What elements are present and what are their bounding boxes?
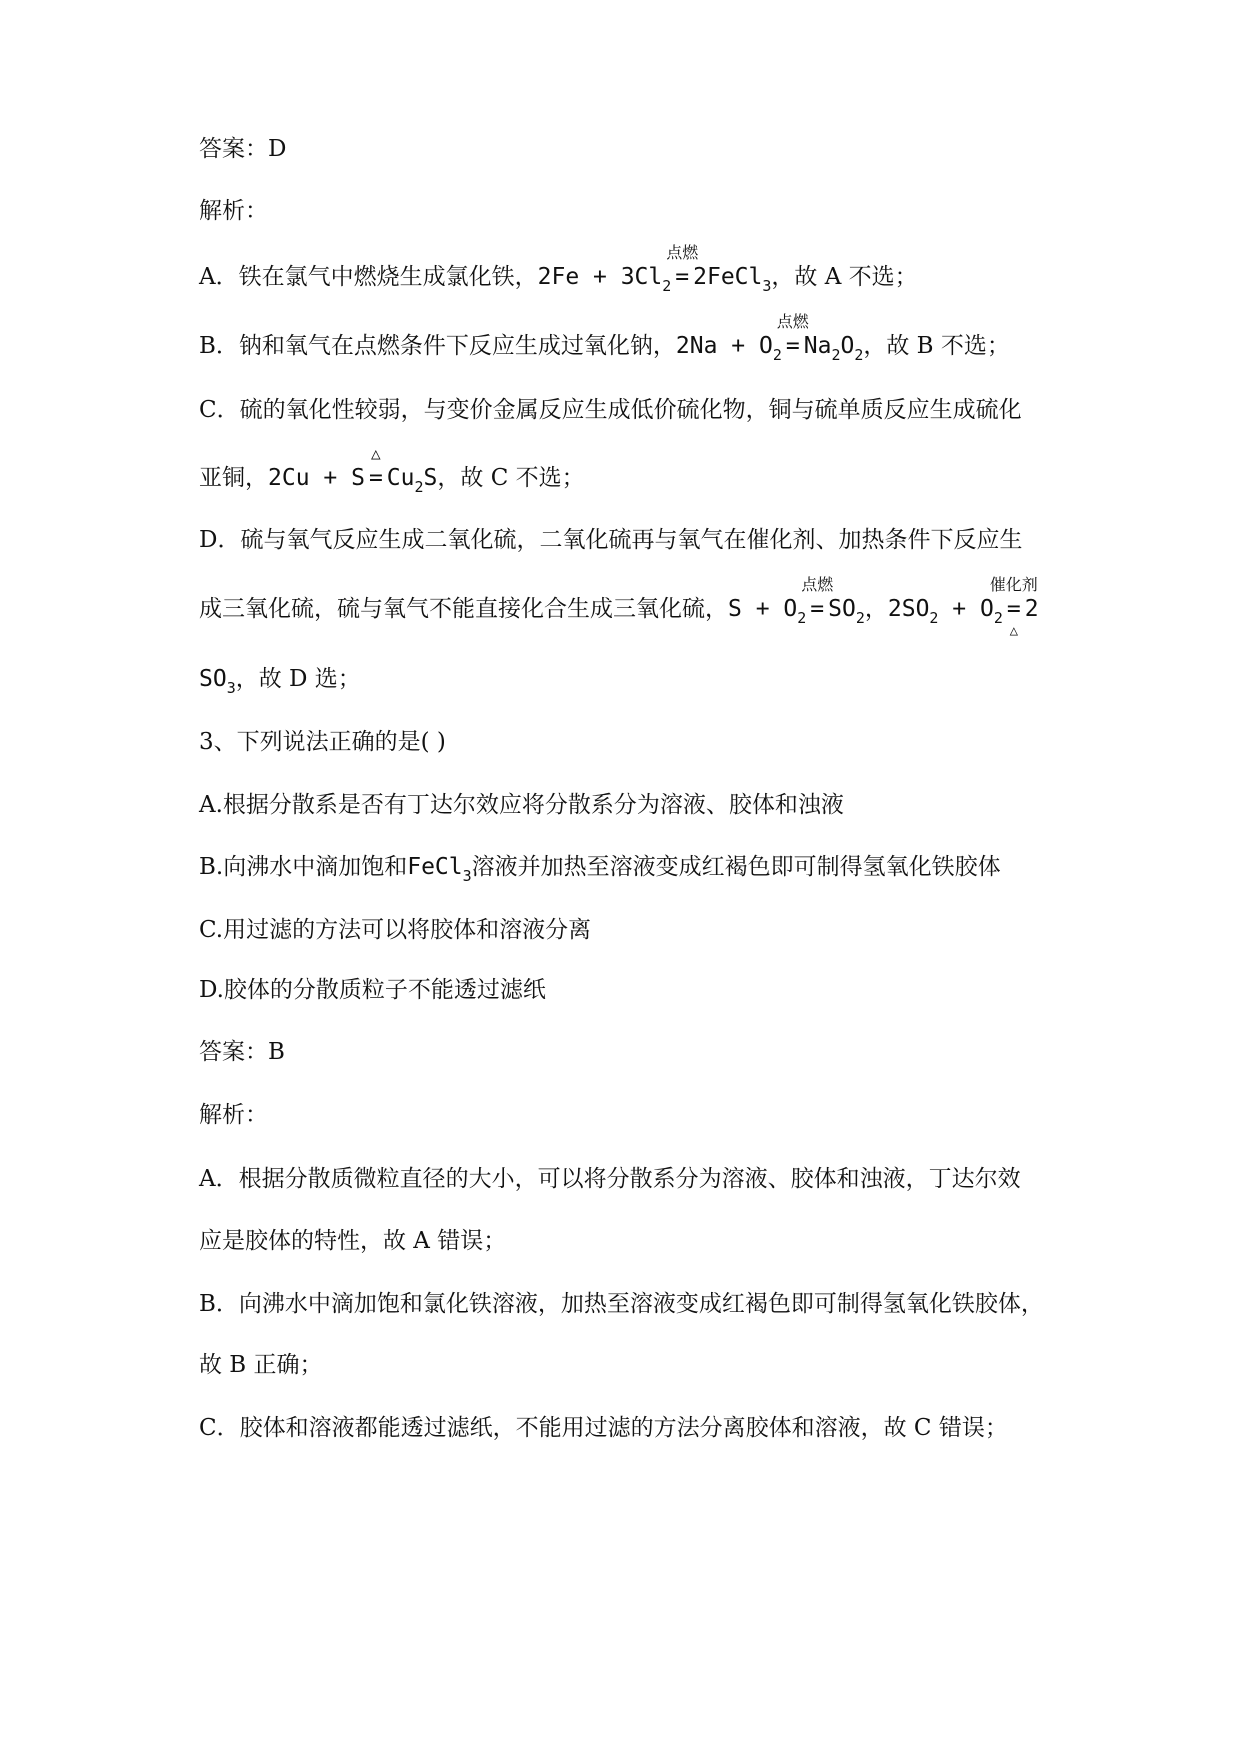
option-d-tail: ，故 D 选； xyxy=(235,666,361,692)
analysis-2-a-text: A．根据分散质微粒直径的大小，可以将分散系分为溶液、胶体和浊液，丁达尔效 xyxy=(199,1166,1021,1192)
analysis-2-option-b-cont xyxy=(199,1350,323,1380)
analysis-2-a-cont-text: 应是胶体的特性，故 A 错误； xyxy=(199,1228,507,1254)
choice-c-text: C.用过滤的方法可以将胶体和溶液分离 xyxy=(199,917,592,943)
equation-na-o2: $2Na + O_2$ 点燃 = $Na_2O_2$ xyxy=(675,312,864,364)
analysis-option-c xyxy=(199,395,1022,425)
answer-line-1 xyxy=(199,134,286,164)
choice-b-text: B.向沸水中滴加饱和 xyxy=(199,854,408,880)
question-option-c xyxy=(199,915,591,945)
answer-text: 答案：D xyxy=(199,136,287,162)
formula-fecl3: FeCl$_3$ xyxy=(407,854,472,885)
question-option-d xyxy=(199,975,546,1005)
choice-d-text: D.胶体的分散质粒子不能透过滤纸 xyxy=(199,977,546,1003)
analysis-2-option-a xyxy=(199,1164,1021,1194)
choice-b-tail: 溶液并加热至溶液变成红褐色即可制得氢氧化铁胶体 xyxy=(471,854,1001,880)
analysis-heading-1 xyxy=(199,196,268,226)
question-3-stem xyxy=(199,727,446,757)
analysis-2-option-c xyxy=(199,1413,1008,1443)
analysis-2-option-a-cont xyxy=(199,1226,506,1256)
analysis-2-b-cont-text: 故 B 正确； xyxy=(199,1352,323,1378)
answer-text-2: 答案：B xyxy=(199,1039,285,1065)
analysis-text-2: 解析： xyxy=(199,1102,268,1128)
option-c-text: C．硫的氧化性较弱，与变价金属反应生成低价硫化物，铜与硫单质反应生成硫化 xyxy=(199,397,1022,423)
option-c-cont-text: 亚铜， xyxy=(199,465,268,491)
option-d-text: D．硫与氧气反应生成二氧化硫，二氧化硫再与氧气在催化剂、加热条件下反应生 xyxy=(199,527,1023,553)
analysis-option-d-cont xyxy=(199,575,1039,639)
analysis-2-c-text: C．胶体和溶液都能透过滤纸，不能用过滤的方法分离胶体和溶液，故 C 错误； xyxy=(199,1415,1008,1441)
question-option-b xyxy=(199,852,1001,884)
question-option-a xyxy=(199,790,844,820)
analysis-option-d-end xyxy=(199,664,361,696)
option-a-tail: ，故 A 不选； xyxy=(771,264,918,290)
option-c-tail: ，故 C 不选； xyxy=(437,465,585,491)
option-a-text: A．铁在氯气中燃烧生成氯化铁， xyxy=(199,264,538,290)
analysis-text: 解析： xyxy=(199,198,268,224)
question-text: 3、下列说法正确的是( ) xyxy=(199,729,446,755)
option-b-tail: ，故 B 不选； xyxy=(863,333,1010,359)
analysis-2-option-b xyxy=(199,1289,1044,1319)
choice-a-text: A.根据分散系是否有丁达尔效应将分散系分为溶液、胶体和浊液 xyxy=(199,792,844,818)
analysis-option-c-cont xyxy=(199,444,585,496)
equation-s-o2: $S + O_2$ 点燃 = $SO_2$ xyxy=(728,575,865,627)
analysis-2-b-text: B．向沸水中滴加饱和氯化铁溶液，加热至溶液变成红褐色即可制得氢氧化铁胶体， xyxy=(199,1291,1044,1317)
option-b-text: B．钠和氧气在点燃条件下反应生成过氧化钠， xyxy=(199,333,676,359)
equation-cu-s: 2Cu + S △ = $Cu_2S$ xyxy=(268,444,438,496)
analysis-option-a xyxy=(199,243,918,295)
equation-separator: ， xyxy=(864,596,888,622)
answer-line-2 xyxy=(199,1037,285,1067)
analysis-option-b xyxy=(199,312,1010,364)
equation-so3: $SO_3$ xyxy=(199,666,236,697)
analysis-option-d xyxy=(199,525,1022,555)
equation-so2-o2: $2SO_2 + O_2$ 催化剂 = △ 2 xyxy=(887,575,1039,639)
equation-fe-cl2: $2Fe + 3Cl_2$ 点燃 = 2FeCl$_3$ xyxy=(537,243,772,295)
option-d-cont-text: 成三氧化硫，硫与氧气不能直接化合生成三氧化硫， xyxy=(199,596,728,622)
analysis-heading-2 xyxy=(199,1100,268,1130)
